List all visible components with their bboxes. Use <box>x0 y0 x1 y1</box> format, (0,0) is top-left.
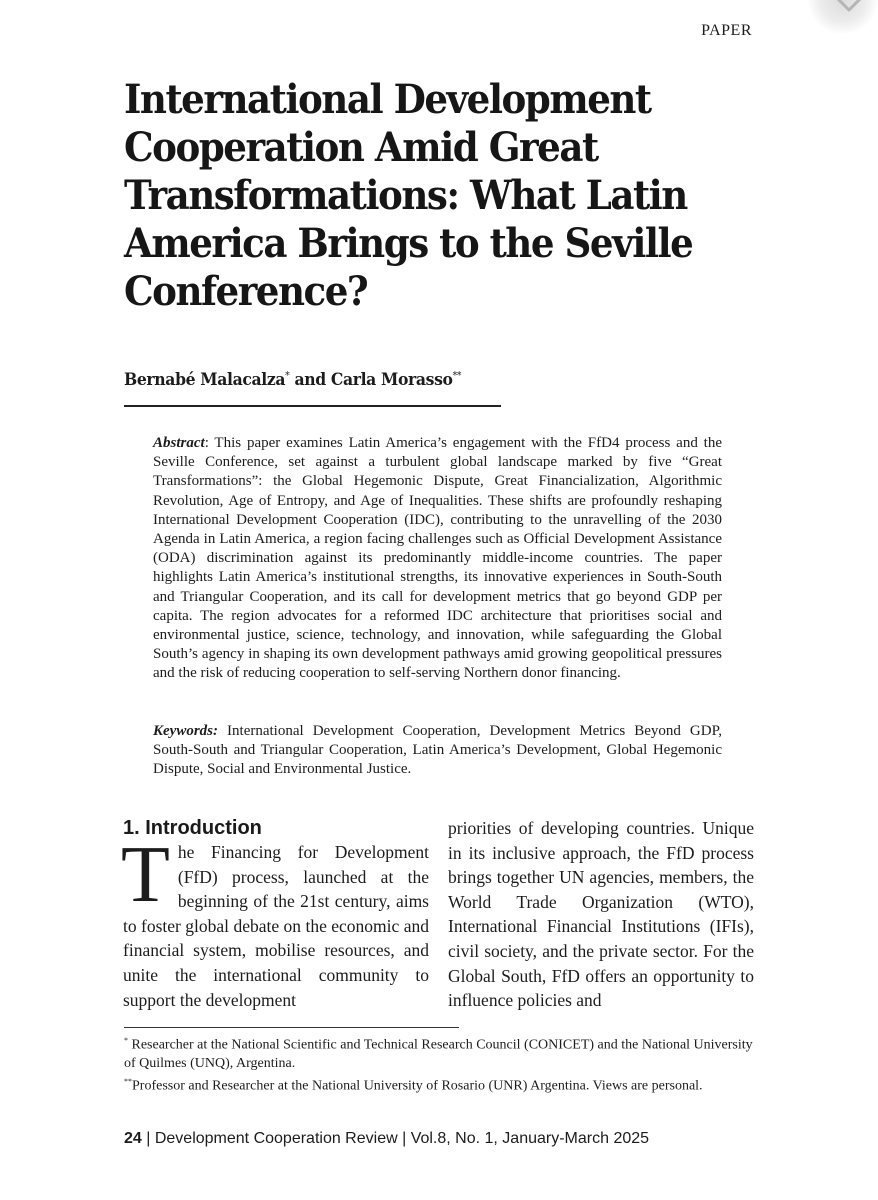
footnote <box>124 1073 758 1096</box>
body-text: he Financing for Development (FfD) process, launched at the beginning of the 21st century, aims to foster global debate on the economic and financial system, mobilise resources, and unite the international community to support the development <box>123 842 429 1010</box>
paper-type-label: PAPER <box>701 22 752 39</box>
body-paragraph: priorities of developing countries. Unique in its inclusive approach, the FfD process brings together UN agencies, members, the World Trade Organization (WTO), International Financial Institutions (IFIs), civil society, and the private sector. For the Global South, FfD offers an opportunity to influence policies and <box>448 818 754 1011</box>
footnote <box>124 1032 758 1073</box>
body-column-left <box>123 816 429 1012</box>
keywords-text: International Development Cooperation, Development Metrics Beyond GDP, South-South and Triangular Cooperation, Latin America’s Development, Global Hegemonic Dispute, Social and Environmental Justice. <box>153 723 722 778</box>
keywords-label: Keywords: <box>153 723 218 739</box>
section-heading: 1. Introduction <box>123 817 262 839</box>
author-underline <box>124 405 501 407</box>
footnote-mark: ** <box>452 370 462 382</box>
footnote-mark: * <box>285 370 290 382</box>
paper-title: International Development Cooperation Amid Great Transformations: What Latin America Brings to the Seville Conference? <box>124 76 693 315</box>
page-number: 24 <box>124 1130 142 1147</box>
body-column-right <box>448 816 754 1013</box>
author-line <box>124 370 461 390</box>
footnote-divider <box>124 1027 459 1028</box>
author-name: Carla Morasso <box>330 370 453 390</box>
abstract <box>153 434 722 684</box>
drop-cap: T <box>121 831 170 919</box>
footnote-text: Professor and Researcher at the National University of Rosario (UNR) Argentina. Views are personal. <box>132 1078 703 1094</box>
footnotes <box>124 1032 758 1095</box>
journal-citation: | Development Cooperation Review | Vol.8, No. 1, January-March 2025 <box>141 1130 650 1147</box>
footnote-text: Researcher at the National Scientific and Technical Research Council (CONICET) and the National University of Quilmes (UNQ), Argentina. <box>124 1037 753 1071</box>
author-name: Bernabé Malacalza <box>124 370 286 390</box>
page-footer <box>124 1130 649 1148</box>
author-joiner: and <box>289 370 331 390</box>
chevron-down-icon[interactable] <box>834 0 864 16</box>
abstract-text: : This paper examines Latin America’s engagement with the FfD4 process and the Seville Conference, set against a turbulent global landscape marked by five “Great Transformations”: the Global Hegemonic Dispute, Great Financialization, Algorithmic Revolution, Age of Entropy, and Age of Inequalities. These shifts are profoundly reshaping International Development Cooperation (IDC), contributing to the unravelling of the 2030 Agenda in Latin America, a region facing challenges such as Official Development Assistance (ODA) discrimination against its predominantly middle-income countries. The paper highlights Latin America’s institutional strengths, its innovative experiences in South-South and Triangular Cooperation, and its call for development metrics that go beyond GDP per capita. The region advocates for a reformed IDC architecture that prioritises social and environmental justice, science, technology, and innovation, while safeguarding the Global South’s agency in shaping its own development pathways amid growing geopolitical pressures and the risk of reducing cooperation to self-serving Northern donor financing. <box>153 435 722 682</box>
footnote-mark: ** <box>124 1076 132 1086</box>
abstract-label: Abstract <box>153 435 205 451</box>
keywords <box>153 722 722 780</box>
footnote-mark: * <box>124 1036 128 1045</box>
body-paragraph <box>121 831 429 1012</box>
